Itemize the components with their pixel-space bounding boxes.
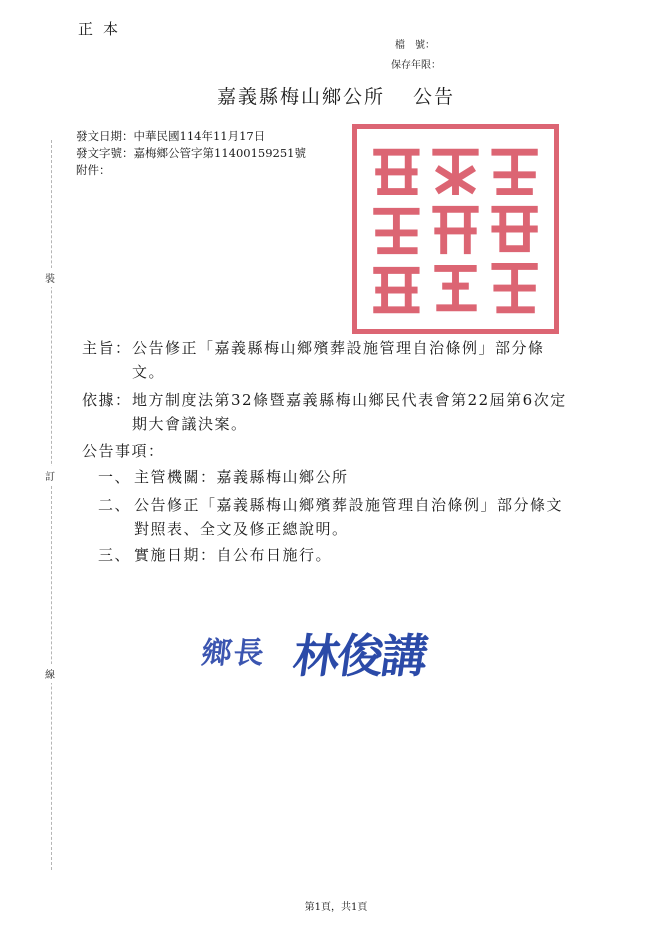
agency-name: 嘉義縣梅山鄉公所 [216,86,385,108]
seal-graphic [357,129,554,329]
item-text: 實施日期：自公布日施行。 [134,546,333,564]
basis-text-line1: 地方制度法第32條暨嘉義縣梅山鄉民代表會第22屆第6次定 [132,391,567,409]
basis-label: 依據： [82,391,132,409]
item-text: 主管機關：嘉義縣梅山鄉公所 [134,468,349,486]
document-type: 公告 [413,86,456,108]
file-number-label: 檔 號： [395,40,435,51]
attachment-label: 附件： [76,163,111,177]
retention-label: 保存年限： [391,60,441,71]
binding-mark-zhuang: 裝 [45,268,55,287]
document-title [0,82,672,109]
issue-number: 發文字號：嘉梅鄉公管字第11400159251號 [76,146,306,160]
binding-mark-ding: 訂 [45,466,55,485]
signature-name: 林俊講 [289,629,430,683]
issue-date: 發文日期：中華民國114年11月17日 [76,129,266,143]
signature-title: 鄉長 [199,636,268,671]
subject-text-line2: 文。 [132,363,166,381]
item-number: 三、 [98,546,132,564]
binding-mark-xian: 線 [45,664,55,683]
item-text-continued: 對照表、全文及修正總說明。 [134,520,349,538]
subject-label: 主旨： [82,339,132,357]
item-number: 二、 [98,496,132,514]
item-number: 一、 [98,468,132,486]
basis-text-line2: 期大會議決案。 [132,415,248,433]
binding-margin-line [51,140,52,870]
copy-mark: 正本 [78,20,129,38]
official-seal [352,124,559,334]
subject-text-line1: 公告修正「嘉義縣梅山鄉殯葬設施管理自治條例」部分條 [132,339,545,357]
item-text: 公告修正「嘉義縣梅山鄉殯葬設施管理自治條例」部分條文 [134,496,564,514]
items-header: 公告事項： [82,442,165,460]
page-number: 第1頁，共1頁 [304,902,368,913]
